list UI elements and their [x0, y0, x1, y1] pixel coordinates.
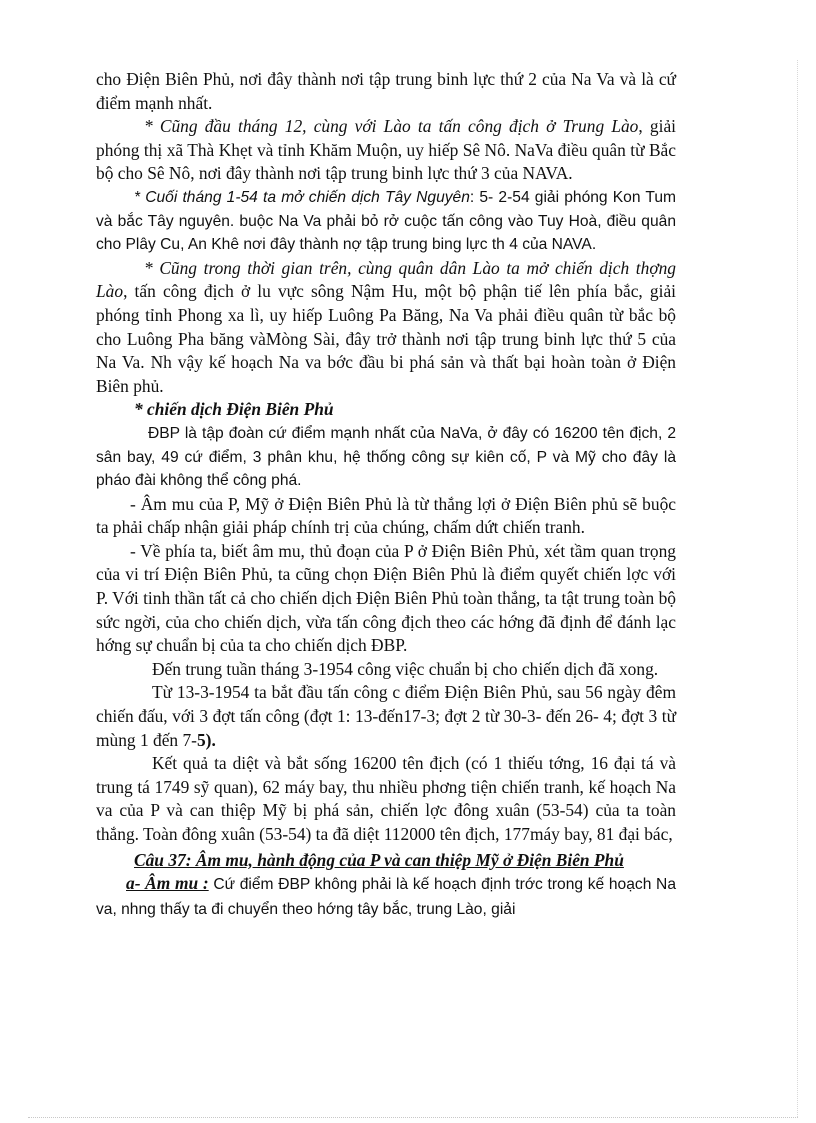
document-page	[96, 68, 676, 921]
paragraph-tan-cong	[96, 681, 676, 752]
paragraph-dbp-description: ĐBP là tập đoàn cứ điểm mạnh nhất của NaVa, ở đây có 16200 tên địch, 2 sân bay, 49 cứ điểm, 3 phân khu, hệ thống công sự kiên cố, P và Mỹ cho đây là pháo đài không thể công phá.	[96, 424, 676, 490]
tay-nguyen-lead: * Cuối tháng 1-54 ta mở chiến dịch Tây Nguyên	[134, 188, 470, 206]
page-bottom-line	[28, 1117, 798, 1118]
paragraph-trung-lao	[96, 115, 676, 186]
paragraph-am-muu: - Âm mu của P, Mỹ ở Điện Biên Phủ là từ thắng lợi ở Điện Biên phủ sẽ buộc ta phải chấp nhận giải pháp chính trị của chúng, chấm dứt chiến tranh.	[96, 493, 676, 538]
thuong-lao-rest: , tấn công địch ở lu vực sông Nậm Hu, một bộ phận tiế lên phía bắc, giải phóng tỉnh Phong xa lì, uy hiếp Luông Pa Băng, Na Va phải điều quân từ bắc bộ cho Luông Pha băng vàMòng Sài, đây trở thành nơi tập trung binh lực thứ 5 của Na Va. Nh vậy kế hoạch Na va bớc đầu bi phá sản và thất bại hoàn toàn ở Điện Biên phủ.	[96, 281, 676, 396]
tan-cong-end: 5).	[196, 729, 216, 750]
section-heading-dien-bien-phu: * chiến dịch Điện Biên Phủ	[134, 399, 334, 420]
paragraph-tay-nguyen	[96, 186, 676, 257]
tan-cong-main: Từ 13-3-1954 ta bắt đầu tấn công c điểm Điện Biên Phủ, sau 56 ngày đêm chiến đấu, với 3 đợt tấn công (đợt 1: 13-đến17-3; đợt 2 từ 30-3- đến 26- 4; đợt 3 từ mùng 1 đến 7-	[96, 682, 676, 750]
page-margin-line	[797, 60, 798, 1117]
thuong-lao-lead: * Cũng trong thời gian trên, cùng quân dân Lào ta mở chiến dịch thợng Lào	[96, 257, 676, 302]
paragraph-ket-qua: Kết quả ta diệt và bắt sống 16200 tên địch (có 1 thiếu tớng, 16 đại tá và trung tá 1749 sỹ quan), 62 máy bay, thu nhiều phơng tiện chiến tranh, kế hoạch Na va của P và can thiệp Mỹ bị phá sản, chiến lợc đông xuân (53-54) của ta toàn thắng. Toàn đông xuân (53-54) ta đã diệt 112000 tên địch, 177máy bay, 81 đại bác,	[96, 753, 676, 844]
paragraph-thuong-lao	[96, 257, 676, 399]
paragraph-1: cho Điện Biên Phủ, nơi đây thành nơi tập trung binh lực thứ 2 của Na Va và là cứ điểm mạnh nhất.	[96, 69, 676, 113]
trung-lao-rest: , giải phóng thị xã Thà Khẹt và tỉnh Khăm Muộn, uy hiếp Sê Nô. NaVa điều quân từ Bắc bộ cho Sê Nô, nơi đây thành nơi tập trung binh lực thứ 3 của NAVA.	[96, 116, 676, 184]
trung-lao-lead: * Cũng đầu tháng 12, cùng với Lào ta tấn công địch ở Trung Lào	[144, 116, 639, 137]
paragraph-a-am-muu	[96, 872, 676, 921]
a-am-muu-rest: Cứ điểm ĐBP không phải là kế hoạch định trớc trong kế hoạch Na va, nhng thấy ta đi chuyển theo hớng tây bắc, trung Lào, giải	[96, 876, 676, 918]
paragraph-chuan-bi: Đến trung tuần tháng 3-1954 công việc chuẩn bị cho chiến dịch đã xong.	[152, 658, 659, 679]
paragraph-ve-phia-ta: - Về phía ta, biết âm mu, thủ đoạn của P ở Điện Biên Phủ, xét tầm quan trọng của vi trí Điện Biên Phủ, ta cũng chọn Điện Biên Phủ là điểm quyết chiến lợc với P. Với tinh thần tất cả cho chiến dịch Điện Biên Phủ toàn thắng, ta tật trung toàn bộ sức ngời, của cho chiến dịch, vừa tấn công địch theo các hớng đã định để đánh lạc hớng sự chuẩn bị của ta cho chiến dịch ĐBP.	[96, 540, 676, 656]
tay-nguyen-rest: : 5- 2-54 giải phóng Kon Tum và bắc Tây nguyên. buộc Na Va phải bỏ rở cuộc tấn công vào Tuy Hoà, điều quân cho Plây Cu, An Khê nơi đây thành nợ tập trung bing lực th 4 của NAVA.	[96, 188, 676, 254]
a-am-muu-label: a- Âm mu :	[126, 873, 209, 894]
question-37-title: Câu 37: Âm mu, hành động của P và can thiệp Mỹ ở Điện Biên Phủ	[134, 849, 624, 870]
